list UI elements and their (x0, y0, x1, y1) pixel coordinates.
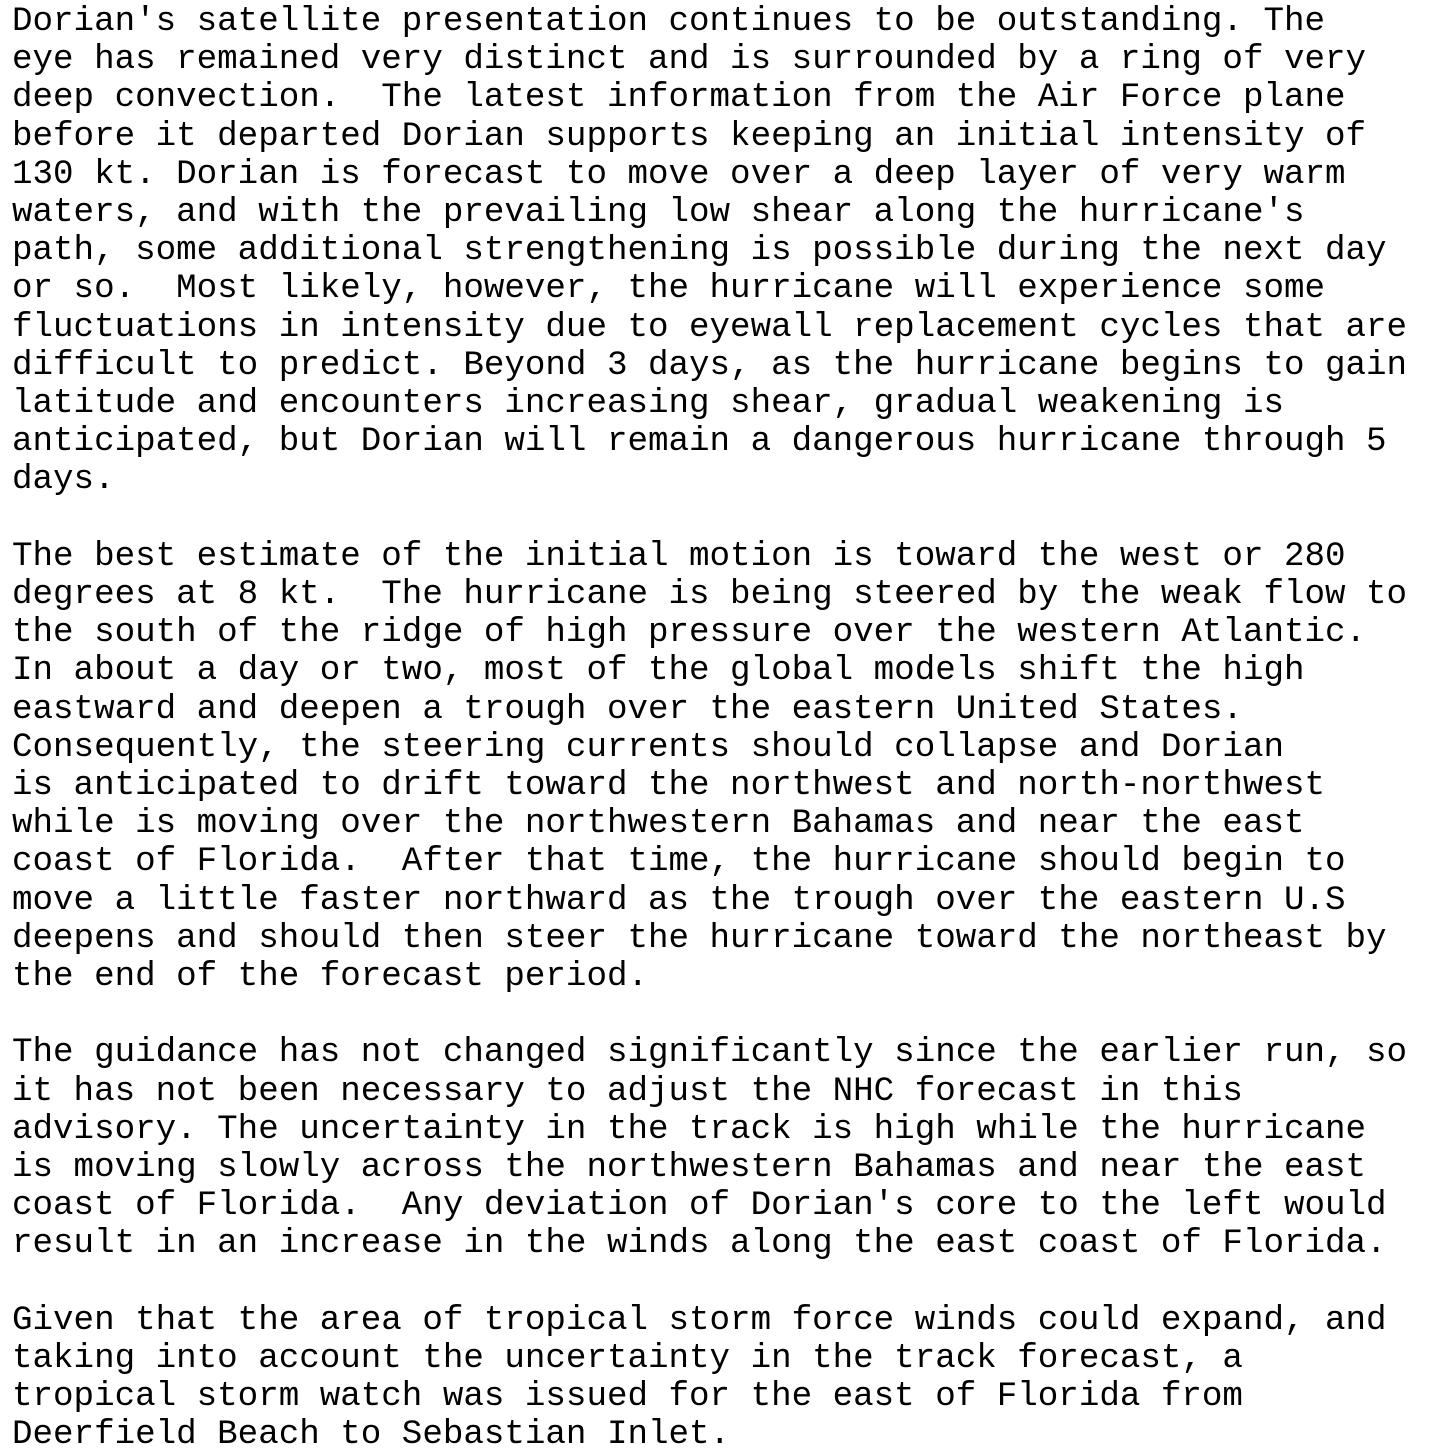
text-line: is moving slowly across the northwestern Bahamas and near the east (12, 1149, 1367, 1188)
text-line: eastward and deepen a trough over the eastern United States. (12, 690, 1243, 729)
text-line: Consequently, the steering currents should collapse and Dorian (12, 728, 1284, 767)
text-line: 130 kt. Dorian is forecast to move over a deep layer of very warm (12, 155, 1346, 194)
text-line: Deerfield Beach to Sebastian Inlet. (12, 1416, 731, 1455)
text-line: the end of the forecast period. (12, 958, 648, 997)
text-line: taking into account the uncertainty in the track forecast, a (12, 1340, 1243, 1379)
text-line: the south of the ridge of high pressure over the western Atlantic. (12, 614, 1367, 653)
intensity-paragraph (12, 3, 1407, 500)
text-line: latitude and encounters increasing shear, gradual weakening is (12, 385, 1284, 424)
text-line: while is moving over the northwestern Bahamas and near the east (12, 805, 1305, 844)
text-line: difficult to predict. Beyond 3 days, as the hurricane begins to gain (12, 346, 1408, 385)
text-line: Given that the area of tropical storm force winds could expand, and (12, 1301, 1387, 1340)
text-line: or so. Most likely, however, the hurricane will experience some (12, 270, 1326, 309)
text-line: anticipated, but Dorian will remain a dangerous hurricane through 5 (12, 423, 1387, 462)
guidance-paragraph (12, 1034, 1407, 1263)
text-line: result in an increase in the winds along the east coast of Florida. (12, 1225, 1387, 1264)
text-line: degrees at 8 kt. The hurricane is being steered by the weak flow to (12, 576, 1408, 615)
text-line: In about a day or two, most of the global models shift the high (12, 652, 1305, 691)
text-line: advisory. The uncertainty in the track is high while the hurricane (12, 1110, 1367, 1149)
text-line: deepens and should then steer the hurricane toward the northeast by (12, 919, 1387, 958)
text-line: eye has remained very distinct and is surrounded by a ring of very (12, 41, 1367, 80)
text-line: deep convection. The latest information from the Air Force plane (12, 79, 1346, 118)
text-line: is anticipated to drift toward the northwest and north-northwest (12, 767, 1326, 806)
text-line: fluctuations in intensity due to eyewall replacement cycles that are (12, 308, 1408, 347)
text-line: days. (12, 461, 115, 500)
watch-paragraph (12, 1302, 1407, 1455)
text-line: before it departed Dorian supports keeping an initial intensity of (12, 117, 1367, 156)
text-line: The best estimate of the initial motion is toward the west or 280 (12, 537, 1346, 576)
text-line: path, some additional strengthening is possible during the next day (12, 232, 1387, 271)
text-line: coast of Florida. Any deviation of Dorian's core to the left would (12, 1187, 1387, 1226)
forecast-discussion (12, 3, 1407, 1455)
text-line: waters, and with the prevailing low shear along the hurricane's (12, 194, 1305, 233)
motion-paragraph (12, 538, 1407, 996)
text-line: The guidance has not changed significantly since the earlier run, so (12, 1034, 1408, 1073)
text-line: Dorian's satellite presentation continues to be outstanding. The (12, 3, 1326, 41)
text-line: move a little faster northward as the trough over the eastern U.S (12, 881, 1346, 920)
text-line: coast of Florida. After that time, the hurricane should begin to (12, 843, 1346, 882)
text-line: it has not been necessary to adjust the NHC forecast in this (12, 1072, 1243, 1111)
text-line: tropical storm watch was issued for the east of Florida from (12, 1378, 1243, 1417)
